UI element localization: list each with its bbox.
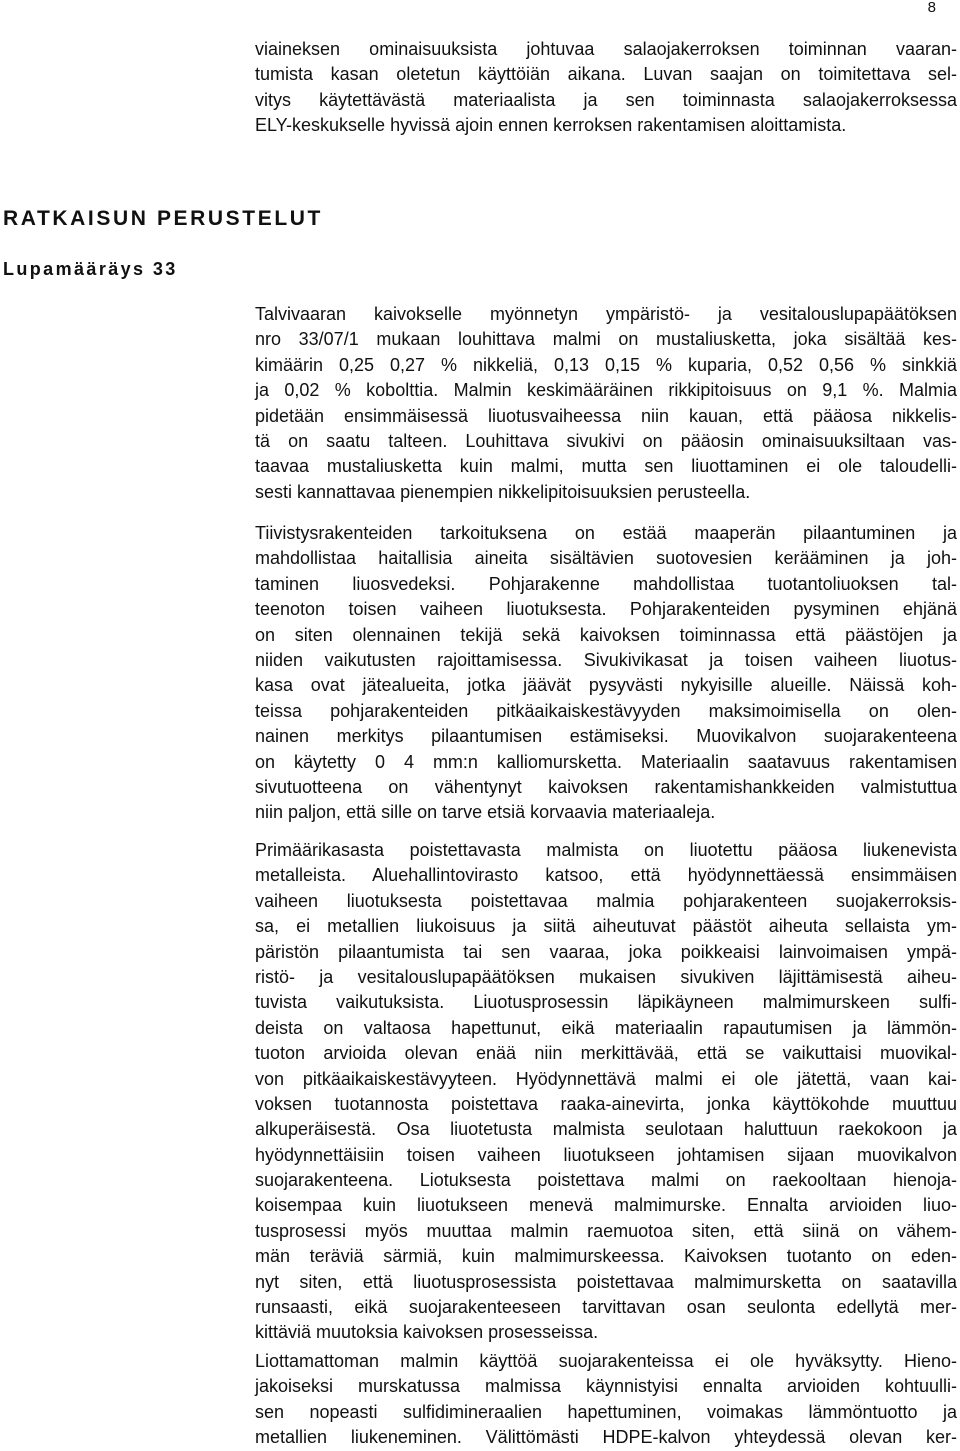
- text-line: on siten olennainen tekijä sekä kaivoksen toiminnassa että päästöjen ja: [255, 624, 957, 645]
- sub-heading: Lupamääräys 33: [3, 259, 178, 279]
- text-line: pidetään ensimmäisessä liuotusvaiheessa niin kauan, että pääosa nikkelis-: [255, 405, 957, 426]
- text-line: ELY-keskukselle hyvissä ajoin ennen kerroksen rakentamisen aloittamista.: [255, 115, 847, 136]
- text-line: tä on saatu talteen. Louhittava sivukivi on pääosin ominaisuuksiltaan vas-: [255, 430, 957, 451]
- text-line: mahdollistaa haitallisia aineita sisältävien suotovesien kerääminen ja joh-: [255, 548, 957, 569]
- text-line: on käytetty 0 4 mm:n kalliomursketta. Materiaalin saatavuus rakentamisen: [255, 751, 957, 772]
- text-line: ristö- ja vesitalouslupapäätöksen mukaisen sivukiven läjittämisestä aiheu-: [255, 966, 957, 987]
- text-line: teissa pohjarakenteiden pitkäaikaiskestävyyden maksimoimisella on olen-: [255, 700, 957, 721]
- text-line: ja 0,02 % kobolttia. Malmin keskimääräinen rikkipitoisuus on 9,1 %. Malmia: [255, 380, 957, 401]
- text-line: metalleista. Aluehallintovirasto katsoo, että hyödynnettäessä ensimmäisen: [255, 865, 957, 886]
- paragraph-4: [255, 1349, 957, 1451]
- intro-paragraph: [255, 37, 957, 139]
- text-line: teenoton toisen vaiheen liuotuksesta. Pohjarakenteiden pysyminen ehjänä: [255, 599, 957, 620]
- text-line: taavaa mustaliusketta kuin malmi, mutta sen liuottaminen ei ole taloudelli-: [255, 456, 957, 477]
- text-line: runsaasti, eikä suojarakenteeseen tarvittavan osan seulonta edellytä mer-: [255, 1297, 957, 1318]
- text-line: alkuperäisestä. Osa liuotetusta malmista seulotaan haluttuun raekokoon ja: [255, 1119, 957, 1140]
- paragraph-1: [255, 302, 957, 505]
- text-line: tumista kasan oletetun käyttöiän aikana. Luvan saajan on toimitettava sel-: [255, 64, 957, 85]
- text-line: sen nopeasti sulfidimineraalien hapettuminen, voimakas lämmöntuotto ja: [255, 1401, 957, 1422]
- text-line: tusprosessi myös muuttaa malmin raemuotoa siten, että siinä on vähem-: [255, 1220, 957, 1241]
- text-line: tuoton arvioida olevan enää niin merkittävää, että se vaikuttaisi muovikal-: [255, 1043, 957, 1064]
- text-line: vaiheen liuotuksesta poistettavaa malmia pohjarakenteen suojakerroksis-: [255, 890, 957, 911]
- text-line: tuvista vaikutuksista. Liuotusprosessin läpikäyneen malmimurskeen sulfi-: [255, 992, 957, 1013]
- text-line: päristön pilaantumista tai sen vaaraa, joka poikkeaisi lainvoimaisen ympä-: [255, 941, 957, 962]
- page-number: 8: [927, 0, 936, 16]
- paragraph-3: [255, 838, 957, 1346]
- text-line: koisempaa kuin liuotukseen menevä malmimurske. Ennalta arvioiden liuo-: [255, 1195, 957, 1216]
- text-line: suojarakenteena. Liotuksesta poistettava malmi on raekooltaan hienoja-: [255, 1170, 957, 1191]
- text-line: Primäärikasasta poistettavasta malmista on liuotettu pääosa liukenevista: [255, 840, 957, 860]
- text-line: sesti kannattavaa pienempien nikkelipitoisuuksien perusteella.: [255, 481, 751, 502]
- text-line: sa, ei metallien liukoisuus ja siitä aiheutuvat päästöt aiheuta sellaista ym-: [255, 916, 957, 937]
- text-line: von pitkäaikaiskestävyyteen. Hyödynnettävä malmi ei ole jätettä, vaan kai-: [255, 1068, 957, 1089]
- text-line: viaineksen ominaisuuksista johtuvaa salaojakerroksen toiminnan vaaran-: [255, 39, 957, 59]
- text-line: taminen liuosvedeksi. Pohjarakenne mahdollistaa tuotantoliuoksen tal-: [255, 573, 957, 594]
- text-line: niin paljon, että sille on tarve etsiä korvaavia materiaaleja.: [255, 802, 716, 823]
- text-line: deista on valtaosa hapettunut, eikä materiaalin rapautumisen ja lämmön-: [255, 1017, 957, 1038]
- text-line: nyt siten, että liuotusprosessista poistettavaa malmimursketta on saatavilla: [255, 1271, 957, 1292]
- text-line: kittäviä muutoksia kaivoksen prosesseissa.: [255, 1322, 599, 1343]
- text-line: män teräviä särmiä, kuin malmimurskeessa. Kaivoksen tuotanto on eden-: [255, 1246, 957, 1267]
- section-heading: RATKAISUN PERUSTELUT: [3, 207, 323, 230]
- text-line: vitys käytettävästä materiaalista ja sen toiminnasta salaojakerroksessa: [255, 89, 957, 110]
- text-line: Liottamattoman malmin käyttöä suojarakenteissa ei ole hyväksytty. Hieno-: [255, 1351, 957, 1371]
- text-line: kasa ovat jätealueita, jotka jäävät pysyvästi nykyisille alueille. Näissä koh-: [255, 675, 957, 696]
- text-line: jakoiseksi murskatussa malmissa käynnistyisi ennalta arvioiden kohtuulli-: [255, 1376, 957, 1397]
- text-line: voksen tuotannosta poistettava raaka-ainevirta, jonka käyttökohde muuttuu: [255, 1093, 957, 1114]
- text-line: nainen merkitys pilaantumisen estämiseksi. Muovikalvon suojarakenteena: [255, 726, 957, 747]
- text-line: hyödynnettäisiin toisen vaiheen liuotukseen johtamisen sijaan muovikalvon: [255, 1144, 957, 1165]
- text-line: nro 33/07/1 mukaan louhittava malmi on mustaliusketta, joka sisältää kes-: [255, 329, 957, 350]
- text-line: Tiivistysrakenteiden tarkoituksena on estää maaperän pilaantuminen ja: [255, 523, 957, 543]
- text-line: Talvivaaran kaivokselle myönnetyn ympäristö- ja vesitalouslupapäätöksen: [255, 304, 957, 324]
- text-line: kimäärin 0,25 0,27 % nikkeliä, 0,13 0,15 % kuparia, 0,52 0,56 % sinkkiä: [255, 354, 957, 375]
- text-line: metallien liukeneminen. Välittömästi HDPE-kalvon yhteydessä olevan ker-: [255, 1427, 957, 1448]
- text-line: sivutuotteena on vähentynyt kaivoksen rakentamishankkeiden valmistuttua: [255, 776, 957, 797]
- paragraph-2: [255, 521, 957, 826]
- text-line: niiden vaikutusten rajoittamisessa. Sivukivikasat ja toisen vaiheen liuotus-: [255, 649, 957, 670]
